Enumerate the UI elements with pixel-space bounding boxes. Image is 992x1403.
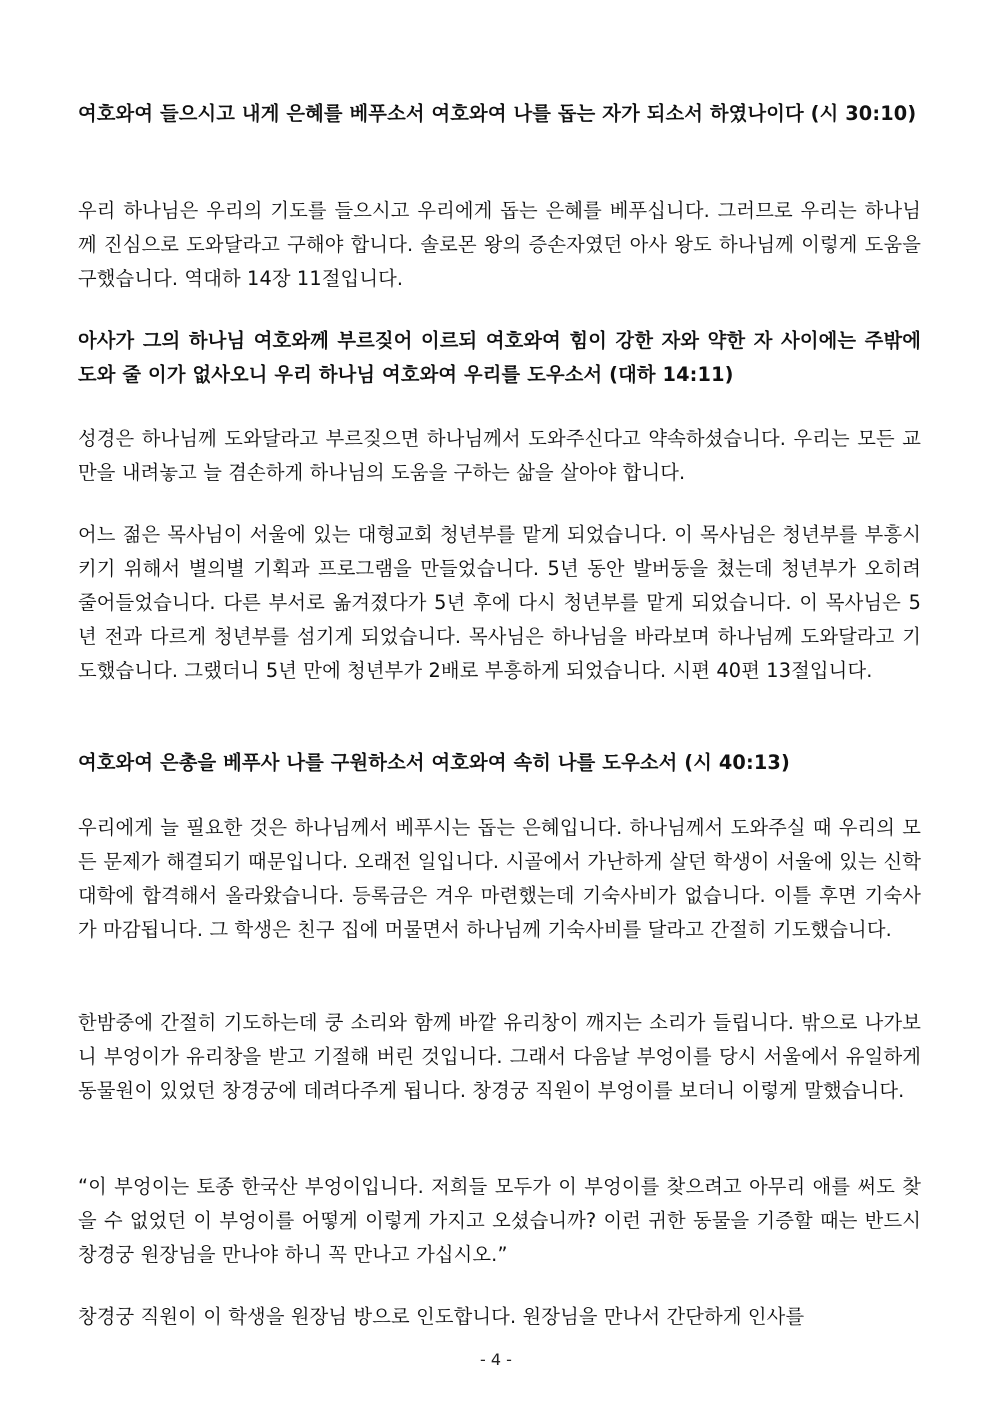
body-paragraph: 성경은 하나님께 도와달라고 부르짖으면 하나님께서 도와주신다고 약속하셨습니다. 우리는 모든 교만을 내려놓고 늘 겸손하게 하나님의 도움을 구하는 삶을 살아야 합니다. <box>78 427 921 484</box>
body-paragraph: 어느 젊은 목사님이 서울에 있는 대형교회 청년부를 맡게 되었습니다. 이 목사님은 청년부를 부흥시키기 위해서 별의별 기획과 프로그램을 만들었습니다. 5년 동안 발버둥을 쳤는데 청년부가 오히려 줄어들었습니다. 다른 부서로 옮겨졌다가 5년 후에 다시 청년부를 맡게 되었습니다. 이 목사님은 5년 전과 다르게 청년부를 섬기게 되었습니다. 목사님은 하나님을 바라보며 하나님께 도와달라고 기도했습니다. 그랬더니 5년 만에 청년부가 2배로 부흥하게 되었습니다. 시편 40편 13절입니다. <box>78 523 921 682</box>
page-number: - 4 - <box>480 1350 512 1369</box>
body-paragraph: 우리에게 늘 필요한 것은 하나님께서 베푸시는 돕는 은혜입니다. 하나님께서 도와주실 때 우리의 모든 문제가 해결되기 때문입니다. 오래전 일입니다. 시골에서 가난하게 살던 학생이 서울에 있는 신학대학에 합격해서 올라왔습니다. 등록금은 겨우 마련했는데 기숙사비가 없습니다. 이틀 후면 기숙사가 마감됩니다. 그 학생은 친구 집에 머물면서 하나님께 기숙사비를 달라고 간절히 기도했습니다. <box>78 816 921 941</box>
scripture-quote-2chronicles-14-11: 아사가 그의 하나님 여호와께 부르짖어 이르되 여호와여 힘이 강한 자와 약한 자 사이에는 주밖에 도와 줄 이가 없사오니 우리 하나님 여호와여 우리를 도우소서 (대하 14:11) <box>78 329 921 386</box>
body-paragraph: 한밤중에 간절히 기도하는데 쿵 소리와 함께 바깥 유리창이 깨지는 소리가 들립니다. 밖으로 나가보니 부엉이가 유리창을 받고 기절해 버린 것입니다. 그래서 다음날 부엉이를 당시 서울에서 유일하게 동물원이 있었던 창경궁에 데려다주게 됩니다. 창경궁 직원이 부엉이를 보더니 이렇게 말했습니다. <box>78 1011 921 1102</box>
scripture-quote-psalm-40-13: 여호와여 은총을 베푸사 나를 구원하소서 여호와여 속히 나를 도우소서 (시 40:13) <box>78 751 790 774</box>
body-paragraph: 우리 하나님은 우리의 기도를 들으시고 우리에게 돕는 은혜를 베푸십니다. 그러므로 우리는 하나님께 진심으로 도와달라고 구해야 합니다. 솔로몬 왕의 증손자였던 아사 왕도 하나님께 이렇게 도움을 구했습니다. 역대하 14장 11절입니다. <box>78 199 921 290</box>
quoted-speech-paragraph: “이 부엉이는 토종 한국산 부엉이입니다. 저희들 모두가 이 부엉이를 찾으려고 아무리 애를 써도 찾을 수 없었던 이 부엉이를 어떻게 이렇게 가지고 오셨습니까? 이런 귀한 동물을 기증할 때는 반드시 창경궁 원장님을 만나야 하니 꼭 만나고 가십시오.” <box>78 1175 921 1266</box>
scripture-quote-psalm-30-10: 여호와여 들으시고 내게 은혜를 베푸소서 여호와여 나를 돕는 자가 되소서 하였나이다 (시 30:10) <box>78 102 917 125</box>
body-paragraph: 창경궁 직원이 이 학생을 원장님 방으로 인도합니다. 원장님을 만나서 간단하게 인사를 <box>78 1305 805 1328</box>
